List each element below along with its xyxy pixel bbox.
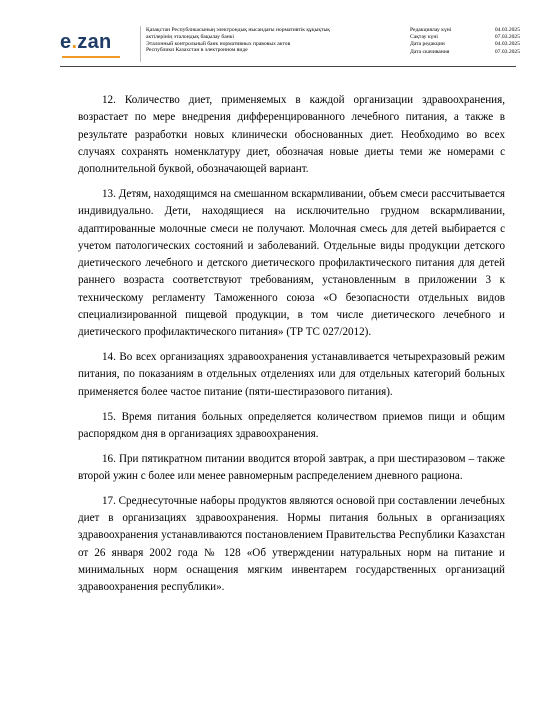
header-description-line: Қазақстан Республикасының электрондық нысандағы нормативтік құқықтық — [146, 27, 330, 33]
meta-value: 04.03.2025 — [494, 41, 520, 48]
logo-part1: e — [60, 31, 72, 53]
ezan-logo[interactable] — [60, 30, 112, 54]
header-meta — [410, 27, 520, 56]
meta-row-edit-date — [410, 41, 520, 48]
meta-row-save-date-kz — [410, 34, 520, 41]
meta-row-edit-date-kz — [410, 27, 520, 34]
meta-value: 04.03.2025 — [494, 27, 520, 33]
paragraph-14: 14. Во всех организациях здравоохранения устанавливается четырехразовый режим питания, по показаниям в отдельных отделениях или для отдельных категорий больных применяется более частое питание (пяти-шестиразового питания). — [78, 351, 505, 398]
logo-dot: . — [71, 31, 78, 53]
meta-value: 07.03.2025 — [494, 34, 520, 41]
paragraph-13: 13. Детям, находящимся на смешанном вскармливании, объем смеси рассчитывается индивидуально. Дети, находящиеся на исключительно грудном вскармливании, адаптированные молочные смеси не получают. Молочная смесь для детей выбирается с учетом патологических состояний и заболеваний. Отдельные виды продукции детского диетического лечебного и детского диетического профилактического питания для детей раннего возраста соответствуют требованиям, установленным в приложении 3 к техническому регламенту Таможенного союза «О безопасности отдельных видов специализированной пищевой продукции, в том числе диетического лечебного и диетического профилактического питания» (ТР ТС 027/2012). — [78, 187, 505, 339]
meta-label: Редакциялау күні — [410, 27, 452, 33]
paragraph-16: 16. При пятикратном питании вводится второй завтрак, а при шестиразовом – также второй ужин с более или менее равномерным распределением дневного рациона. — [78, 452, 505, 482]
header-description — [146, 27, 386, 54]
header-description-line: Эталонный контрольный банк нормативных правовых актов — [146, 40, 291, 47]
paragraph-12: 12. Количество диет, применяемых в каждой организации здравоохранения, возрастает по мере внедрения дифференцированного лечебного питания, а также в результате разработки новых клинически обоснованных диет. Необходимо во всех случаях сохранять номенклатуру диет, обозначая новые диеты теми же номерами с дополнительной буквой, обозначающей вариант. — [78, 94, 505, 176]
meta-value: 07.03.2025 — [494, 48, 520, 55]
header-separator — [140, 26, 141, 62]
header-description-line: актілерінің эталондық бақылау банкі — [146, 33, 235, 40]
meta-label: Дата редакции — [410, 41, 445, 48]
logo-underline — [62, 56, 120, 58]
header-divider — [60, 66, 516, 67]
document-body — [78, 92, 505, 604]
paragraph-17: 17. Среднесуточные наборы продуктов являются основой при составлении лечебных диет в организациях здравоохранения. Нормы питания больных в организациях здравоохранения устанавливаются постановлением Правительства Республики Казахстан от 26 января 2002 года № 128 «Об утверждении натуральных норм на питание и минимальных норм оснащения мягким инвентарем государственных организаций здравоохранения республики». — [78, 494, 505, 594]
logo-part2: zan — [77, 31, 112, 53]
header-description-line: Республики Казахстан в электронном виде — [146, 47, 248, 54]
meta-label: Дата скачивания — [410, 48, 450, 55]
meta-label: Сақтау күні — [410, 34, 438, 41]
meta-row-download-date — [410, 49, 520, 56]
document-header — [60, 26, 520, 62]
paragraph-15: 15. Время питания больных определяется количеством приемов пищи и общим распорядком дня в организациях здравоохранения. — [78, 410, 505, 440]
